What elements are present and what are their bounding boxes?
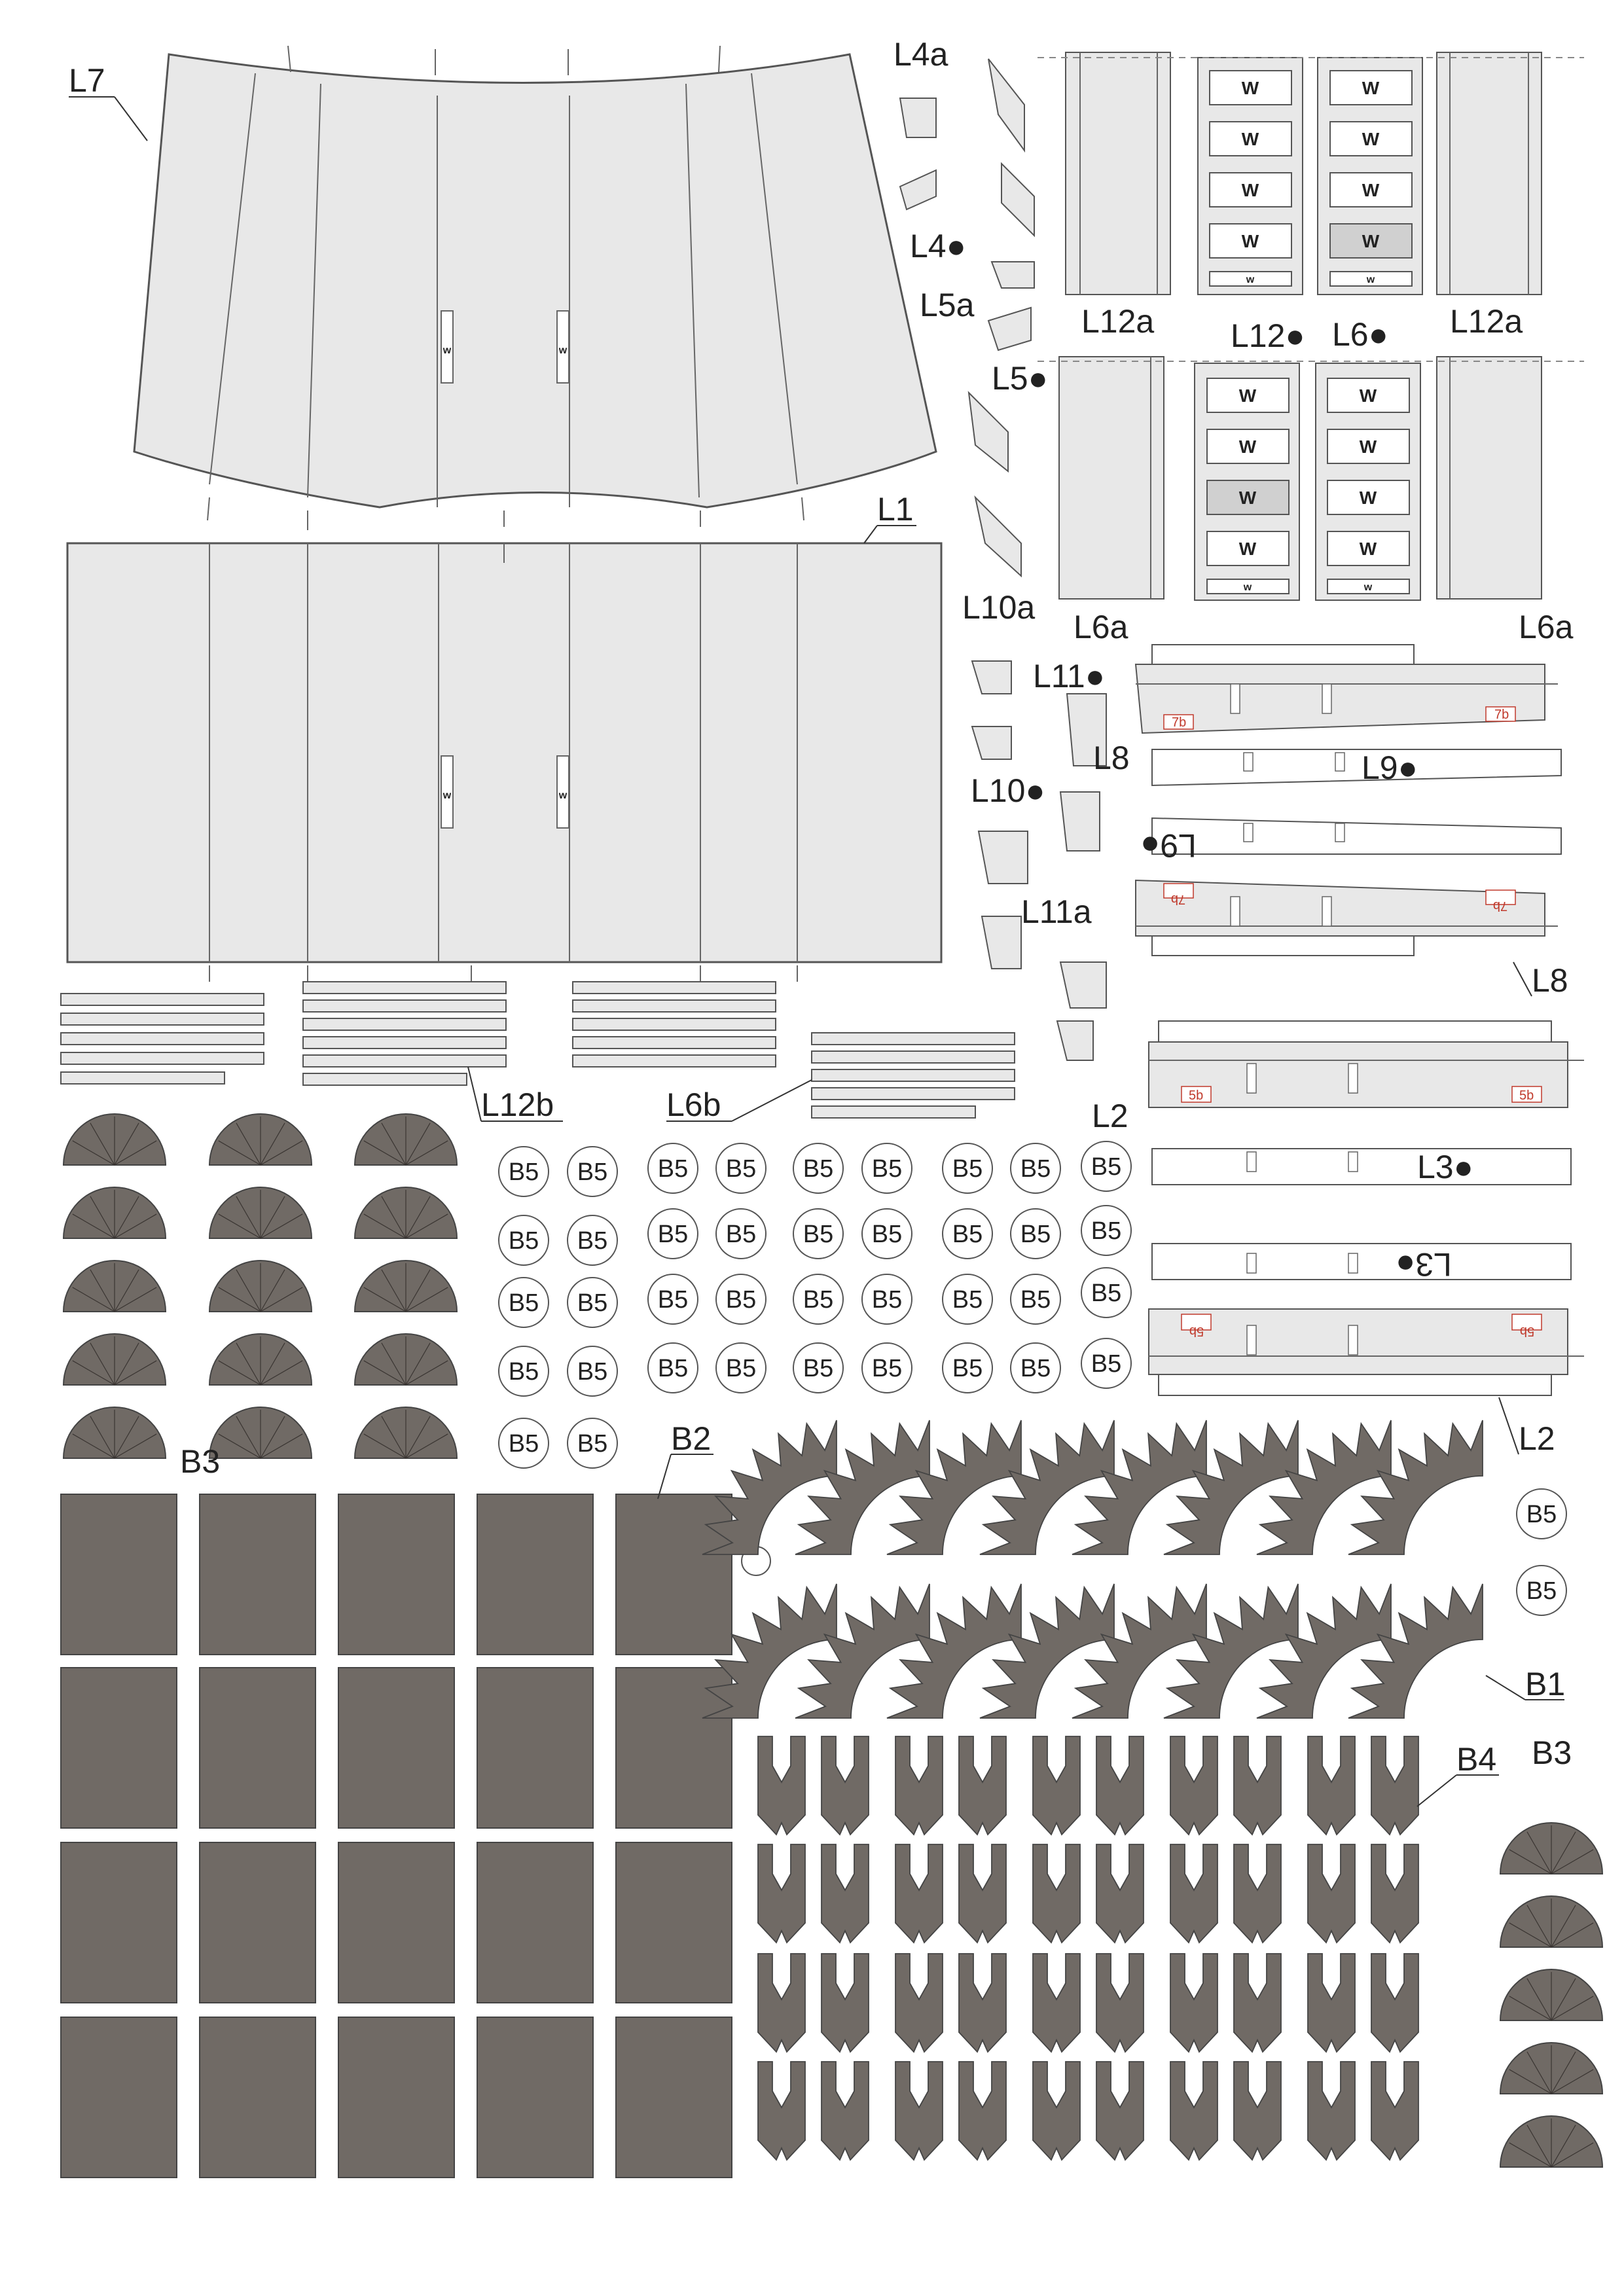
label-L7: L7 <box>69 62 105 99</box>
b2-piece <box>200 1842 316 2003</box>
svg-text:B5: B5 <box>577 1158 608 1186</box>
svg-text:B5: B5 <box>952 1221 983 1248</box>
b3-piece <box>1500 1969 1602 2020</box>
b2-piece <box>616 1494 732 1655</box>
label-L6a-right: L6a <box>1519 609 1574 645</box>
svg-text:B5: B5 <box>803 1286 834 1314</box>
b5-piece <box>499 1278 549 1327</box>
b3-piece <box>63 1407 166 1458</box>
b3-piece <box>63 1261 166 1312</box>
tab-5b: 5b <box>1519 1088 1534 1103</box>
b4-piece <box>1234 2062 1281 2160</box>
b5-piece <box>499 1215 549 1265</box>
svg-text:B5: B5 <box>657 1155 689 1183</box>
window-mark: W <box>1238 539 1257 559</box>
b3-piece <box>1500 1823 1602 1874</box>
b5-piece <box>568 1418 617 1468</box>
svg-text:B5: B5 <box>871 1286 903 1314</box>
window-mark: w <box>1366 274 1375 285</box>
b3-piece <box>209 1334 312 1385</box>
b4-piece <box>1308 1954 1355 2052</box>
b2-piece <box>61 1494 177 1655</box>
tab-7b: 7b <box>1170 892 1186 906</box>
svg-text:B5: B5 <box>577 1358 608 1386</box>
tab-7b: 7b <box>1492 899 1508 913</box>
tab-5b: 5b <box>1189 1324 1204 1338</box>
b5-piece <box>1081 1268 1131 1318</box>
b5-piece <box>793 1274 843 1324</box>
b5-piece <box>499 1346 549 1396</box>
label-L10a: L10a <box>962 589 1036 626</box>
b5-piece <box>793 1209 843 1259</box>
label-L6a-left: L6a <box>1074 609 1128 645</box>
label-L3: L3● <box>1417 1149 1473 1185</box>
window-mark: w <box>442 790 452 801</box>
b5-piece <box>648 1143 698 1193</box>
svg-text:B5: B5 <box>871 1355 903 1382</box>
window-mark: W <box>1362 231 1380 251</box>
b3-piece <box>355 1114 457 1165</box>
b4-piece <box>1170 1736 1218 1835</box>
label-L2-bottom: L2 <box>1519 1420 1555 1457</box>
b3-piece <box>1500 2116 1602 2167</box>
svg-text:B5: B5 <box>1091 1280 1122 1307</box>
label-L9: L9● <box>1362 749 1418 786</box>
strips-group-L12b <box>303 982 506 1085</box>
b5-piece <box>1011 1209 1060 1259</box>
window-mark: W <box>1241 129 1259 149</box>
window-mark: W <box>1238 386 1257 406</box>
svg-text:B5: B5 <box>952 1355 983 1382</box>
label-L11a: L11a <box>1021 893 1092 930</box>
label-L6: L6● <box>1332 316 1388 353</box>
b4-piece <box>758 1844 805 1943</box>
b2-piece <box>616 1842 732 2003</box>
b5-piece <box>1517 1489 1566 1539</box>
window-mark: W <box>1359 488 1377 508</box>
part-L9-mirror <box>1152 818 1561 854</box>
b4-piece <box>758 1954 805 2052</box>
label-L5: L5● <box>992 360 1048 397</box>
svg-text:B5: B5 <box>1526 1577 1557 1605</box>
label-B3-left: B3 <box>180 1443 221 1480</box>
b4-piece <box>758 1736 805 1835</box>
b4-piece <box>1170 1844 1218 1943</box>
b4-piece <box>959 1954 1006 2052</box>
svg-text:B5: B5 <box>1526 1501 1557 1528</box>
label-L8-bottom: L8 <box>1532 962 1568 999</box>
b4-piece <box>1308 2062 1355 2160</box>
b5-piece <box>1517 1566 1566 1615</box>
b5-piece <box>1011 1143 1060 1193</box>
part-L3-mirror <box>1152 1244 1571 1280</box>
label-B4: B4 <box>1456 1741 1497 1778</box>
b2-piece <box>477 1842 593 2003</box>
b2-piece <box>338 1668 454 1828</box>
b4-piece <box>1371 2062 1418 2160</box>
window-mark: W <box>1359 539 1377 559</box>
window-mark: W <box>1238 488 1257 508</box>
svg-text:B5: B5 <box>508 1358 539 1386</box>
b5-piece <box>568 1346 617 1396</box>
part-L6a-left <box>1059 357 1164 599</box>
label-L9-mirror: L9● <box>1140 827 1197 864</box>
b3-piece <box>63 1334 166 1385</box>
b2-piece <box>61 2017 177 2178</box>
svg-text:B5: B5 <box>725 1221 757 1248</box>
label-L6b: L6b <box>666 1086 721 1123</box>
b3-piece <box>209 1114 312 1165</box>
label-L12b: L12b <box>481 1086 554 1123</box>
b2-piece <box>477 1668 593 1828</box>
b4-piece <box>1096 1736 1144 1835</box>
b2-piece <box>200 1494 316 1655</box>
window-mark: w <box>1246 274 1255 285</box>
svg-text:B5: B5 <box>725 1355 757 1382</box>
b5-piece <box>1011 1274 1060 1324</box>
label-L12a-right: L12a <box>1450 303 1523 340</box>
b5-piece <box>499 1418 549 1468</box>
b4-grid <box>758 1736 1418 2160</box>
svg-text:B5: B5 <box>803 1155 834 1183</box>
b5-piece <box>716 1274 766 1324</box>
b2-piece <box>338 1494 454 1655</box>
window-mark: W <box>1362 129 1380 149</box>
part-L2-top <box>1149 1021 1584 1107</box>
svg-text:B5: B5 <box>657 1355 689 1382</box>
b2-piece <box>200 2017 316 2178</box>
b5-piece <box>716 1209 766 1259</box>
b5-piece <box>862 1274 912 1324</box>
part-L1 <box>67 543 941 982</box>
b5-piece <box>568 1278 617 1327</box>
strips-group-1 <box>61 994 264 1084</box>
svg-text:B5: B5 <box>508 1158 539 1186</box>
b4-piece <box>1308 1844 1355 1943</box>
b4-piece <box>1096 1954 1144 2052</box>
part-L12a-left <box>1066 52 1170 295</box>
b5-piece <box>568 1147 617 1196</box>
b5-piece <box>943 1343 992 1393</box>
svg-text:B5: B5 <box>657 1221 689 1248</box>
svg-text:B5: B5 <box>577 1227 608 1255</box>
b3-piece <box>209 1187 312 1238</box>
b3-piece <box>63 1187 166 1238</box>
part-L12a-right <box>1437 52 1542 295</box>
svg-text:B5: B5 <box>1020 1155 1051 1183</box>
label-L1: L1 <box>877 491 914 528</box>
b4-piece <box>1096 2062 1144 2160</box>
b5-piece <box>716 1143 766 1193</box>
label-L11: L11● <box>1033 658 1105 694</box>
b2-grid <box>61 1494 732 2178</box>
b4-piece <box>1170 1954 1218 2052</box>
b2-piece <box>61 1668 177 1828</box>
b2-piece <box>616 2017 732 2178</box>
b4-piece <box>1234 1736 1281 1835</box>
b2-piece <box>338 2017 454 2178</box>
window-mark: w <box>1243 582 1252 593</box>
b5-piece <box>1081 1338 1131 1388</box>
b5-piece <box>943 1143 992 1193</box>
window-mark: W <box>1241 231 1259 251</box>
b4-piece <box>895 2062 943 2160</box>
b5-piece <box>943 1209 992 1259</box>
strips-group-L6b-b <box>812 1033 1015 1118</box>
window-mark: W <box>1362 180 1380 200</box>
b5-piece <box>648 1343 698 1393</box>
b2-piece <box>338 1842 454 2003</box>
tab-7b: 7b <box>1494 708 1509 722</box>
b4-piece <box>1033 2062 1080 2160</box>
b5-piece <box>648 1274 698 1324</box>
b3-piece <box>355 1187 457 1238</box>
label-L12a-left: L12a <box>1081 303 1155 340</box>
b3-piece <box>209 1261 312 1312</box>
b4-piece <box>1371 1736 1418 1835</box>
b4-piece <box>821 1954 869 2052</box>
svg-text:B5: B5 <box>508 1227 539 1255</box>
b5-piece <box>648 1209 698 1259</box>
b4-piece <box>1033 1954 1080 2052</box>
b4-piece <box>895 1954 943 2052</box>
svg-text:B5: B5 <box>871 1221 903 1248</box>
b5-piece <box>862 1143 912 1193</box>
b4-piece <box>959 1844 1006 1943</box>
tab-7b: 7b <box>1172 715 1187 730</box>
b4-piece <box>1234 1954 1281 2052</box>
b5-piece <box>793 1343 843 1393</box>
b5-piece <box>499 1147 549 1196</box>
b5-piece <box>568 1215 617 1265</box>
svg-text:B5: B5 <box>1020 1355 1051 1382</box>
label-L5a: L5a <box>920 287 975 323</box>
tab-5b: 5b <box>1519 1324 1535 1338</box>
svg-text:B5: B5 <box>725 1286 757 1314</box>
label-B3-right: B3 <box>1532 1734 1572 1771</box>
window-mark: W <box>1362 78 1380 98</box>
svg-text:B5: B5 <box>952 1286 983 1314</box>
b4-piece <box>821 2062 869 2160</box>
b4-piece <box>1234 1844 1281 1943</box>
svg-text:B5: B5 <box>577 1289 608 1317</box>
b4-piece <box>1033 1844 1080 1943</box>
b4-piece <box>821 1844 869 1943</box>
svg-text:B5: B5 <box>508 1430 539 1458</box>
b4-piece <box>959 1736 1006 1835</box>
b4-piece <box>1308 1736 1355 1835</box>
window-mark: W <box>1359 386 1377 406</box>
label-B1: B1 <box>1525 1666 1566 1702</box>
b4-piece <box>1371 1954 1418 2052</box>
b4-piece <box>821 1736 869 1835</box>
part-L3 <box>1152 1149 1571 1185</box>
label-L3-mirror: L3● <box>1396 1246 1452 1283</box>
svg-text:B5: B5 <box>803 1355 834 1382</box>
label-L12: L12● <box>1231 317 1305 354</box>
svg-text:B5: B5 <box>1020 1286 1051 1314</box>
b5-piece <box>943 1274 992 1324</box>
svg-text:B5: B5 <box>1091 1217 1122 1245</box>
svg-text:B5: B5 <box>508 1289 539 1317</box>
part-L8-bottom <box>1136 880 1558 956</box>
label-L2-top: L2 <box>1092 1098 1128 1134</box>
b5-piece <box>1081 1206 1131 1255</box>
label-L8-top: L8 <box>1093 740 1130 776</box>
b5-piece <box>793 1143 843 1193</box>
window-mark: w <box>558 790 568 801</box>
tab-5b: 5b <box>1189 1088 1204 1103</box>
b2-piece <box>61 1842 177 2003</box>
svg-text:B5: B5 <box>577 1430 608 1458</box>
svg-text:B5: B5 <box>871 1155 903 1183</box>
part-L8-top <box>1136 645 1558 733</box>
b3-piece <box>355 1334 457 1385</box>
svg-text:B5: B5 <box>725 1155 757 1183</box>
label-B2: B2 <box>671 1420 712 1457</box>
b2-piece <box>477 2017 593 2178</box>
part-L7 <box>134 46 936 530</box>
b5-piece <box>862 1343 912 1393</box>
b4-piece <box>1170 2062 1218 2160</box>
b5-piece <box>1081 1141 1131 1191</box>
svg-text:B5: B5 <box>952 1155 983 1183</box>
b3-left-grid <box>63 1114 457 1458</box>
part-L9 <box>1152 749 1561 785</box>
part-L6a-right <box>1437 357 1542 599</box>
b4-piece <box>959 2062 1006 2160</box>
b3-piece <box>1500 2043 1602 2094</box>
b4-piece <box>1371 1844 1418 1943</box>
b2-piece <box>200 1668 316 1828</box>
window-mark: W <box>1238 437 1257 457</box>
strips-group-L6b-a <box>573 982 776 1067</box>
window-mark: W <box>1241 78 1259 98</box>
label-L4a: L4a <box>893 36 948 73</box>
window-mark: W <box>1241 180 1259 200</box>
b3-piece <box>355 1261 457 1312</box>
b4-piece <box>895 1736 943 1835</box>
svg-text:B5: B5 <box>803 1221 834 1248</box>
b3-piece <box>355 1407 457 1458</box>
window-mark: w <box>558 345 568 356</box>
b2-piece <box>477 1494 593 1655</box>
window-mark: W <box>1359 437 1377 457</box>
b5-piece <box>1011 1343 1060 1393</box>
svg-text:B5: B5 <box>657 1286 689 1314</box>
b4-piece <box>1096 1844 1144 1943</box>
svg-text:B5: B5 <box>1020 1221 1051 1248</box>
b5-piece <box>716 1343 766 1393</box>
b3-right-column <box>1500 1823 1602 2167</box>
b5-piece <box>862 1209 912 1259</box>
b4-piece <box>1033 1736 1080 1835</box>
window-mark: w <box>1363 582 1373 593</box>
window-mark: w <box>442 345 452 356</box>
b3-piece <box>63 1114 166 1165</box>
b1-grid <box>702 1420 1483 1718</box>
b4-piece <box>758 2062 805 2160</box>
b3-piece <box>209 1407 312 1458</box>
label-L10: L10● <box>971 772 1045 809</box>
label-L4: L4● <box>910 228 966 264</box>
svg-text:B5: B5 <box>1091 1153 1122 1181</box>
part-L2-bottom <box>1149 1309 1584 1395</box>
b4-piece <box>895 1844 943 1943</box>
svg-text:B5: B5 <box>1091 1350 1122 1378</box>
b3-piece <box>1500 1896 1602 1947</box>
